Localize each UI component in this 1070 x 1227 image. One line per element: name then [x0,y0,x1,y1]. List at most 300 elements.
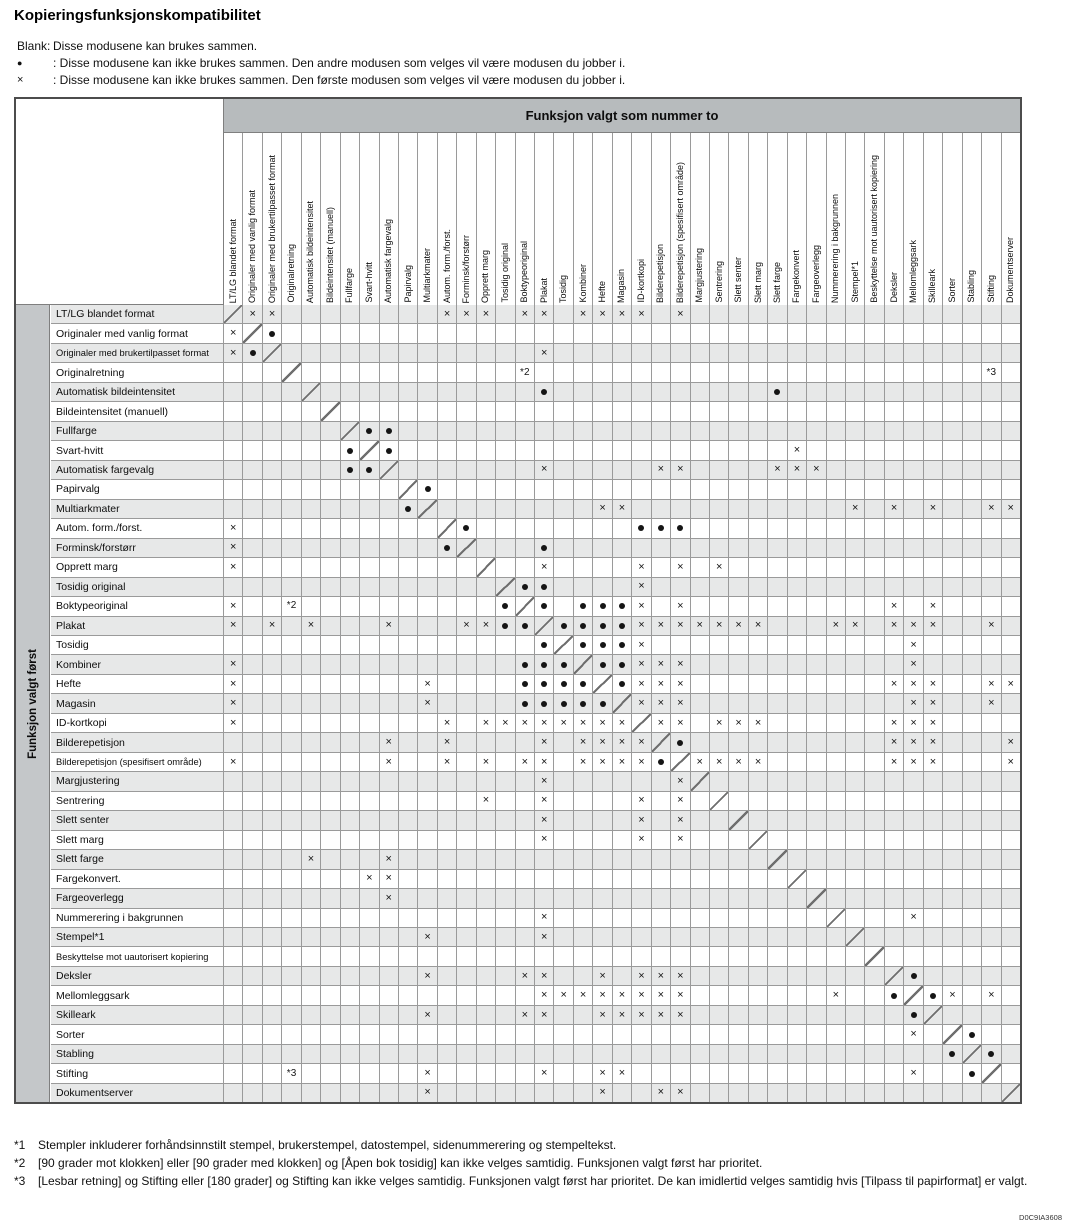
cell-r37-c25 [691,1006,710,1024]
cell-r33-c5 [302,928,321,946]
cell-r13-c34 [865,539,884,557]
cell-r18-c7 [341,636,360,654]
cell-r3-c32 [827,344,846,362]
cell-r34-c18 [554,947,573,965]
col-header-13 [457,133,476,305]
cell-r40-c26 [710,1064,729,1082]
cell-r22-c20 [593,714,612,732]
cell-r30-c26 [710,870,729,888]
cell-r19-c9 [380,655,399,673]
cell-r32-c26 [710,909,729,927]
cell-r19-c4 [282,655,301,673]
cell-r32-c7 [341,909,360,927]
cross-mark: × [541,794,548,807]
cell-r5-c17 [535,383,554,401]
cell-r21-c2 [243,694,262,712]
cell-r19-c27 [729,655,748,673]
cell-r13-c3 [263,539,282,557]
cell-r19-c29 [768,655,787,673]
cell-r40-c27 [729,1064,748,1082]
cell-r41-c7 [341,1084,360,1102]
cell-r7-c38 [943,422,962,440]
cell-r35-c2 [243,967,262,985]
cell-r10-c31 [807,480,826,498]
cell-r16-c7 [341,597,360,615]
cell-r39-c26 [710,1045,729,1063]
cell-r28-c12 [438,831,457,849]
cell-r38-c21 [613,1025,632,1043]
cell-r39-c3 [263,1045,282,1063]
cell-r6-c14 [477,402,496,420]
cell-r28-c38 [943,831,962,849]
cell-r37-c4 [282,1006,301,1024]
cell-r23-c30 [788,733,807,751]
cell-r2-c31 [807,324,826,342]
cell-r7-c11 [418,422,437,440]
cell-r36-c20 [593,986,612,1004]
footnote-text: Stempler inkluderer forhåndsinnstilt stempel, brukerstempel, datostempel, sidenummerering og stempeltekst. [38,1138,617,1152]
col-header-34 [865,133,884,305]
cell-r21-c32 [827,694,846,712]
row-label-10: Papirvalg [51,480,224,498]
cell-r17-c34 [865,617,884,635]
cell-r8-c40 [982,441,1001,459]
row-axis-title [16,305,50,1102]
cell-r27-c19 [574,811,593,829]
table-row [51,617,1020,636]
cell-r20-c32 [827,675,846,693]
cell-r25-c16 [516,772,535,790]
col-header-label: Svart-hvitt [363,262,374,303]
cell-r4-c34 [865,363,884,381]
cell-r34-c27 [729,947,748,965]
cell-r36-c4 [282,986,301,1004]
cell-r10-c4 [282,480,301,498]
cell-r5-c41 [1002,383,1020,401]
cell-r32-c13 [457,909,476,927]
cell-r22-c17 [535,714,554,732]
cell-r36-c19 [574,986,593,1004]
cell-r15-c17 [535,578,554,596]
cross-mark: × [366,872,373,885]
col-header-label: Bilderepetisjon (spesifisert område) [674,161,685,303]
cell-r3-c30 [788,344,807,362]
cell-r17-c27 [729,617,748,635]
table-row [51,811,1020,830]
dot-mark [969,1071,975,1077]
cell-r23-c24 [671,733,690,751]
dot-mark [522,701,528,707]
cell-r34-c38 [943,947,962,965]
cell-r37-c18 [554,1006,573,1024]
cell-r5-c18 [554,383,573,401]
cell-r10-c24 [671,480,690,498]
table-row [51,519,1020,538]
cell-r41-c1 [224,1084,243,1102]
cell-r41-c28 [749,1084,768,1102]
col-header-label: Papirvalg [402,265,413,303]
col-header-label: Margjustering [694,248,705,303]
cell-r21-c41 [1002,694,1020,712]
cell-r9-c8 [360,461,379,479]
cell-r5-c36 [904,383,923,401]
cell-r3-c26 [710,344,729,362]
cell-r14-c19 [574,558,593,576]
cell-r10-c1 [224,480,243,498]
cell-r17-c33 [846,617,865,635]
cell-r28-c14 [477,831,496,849]
cell-r15-c28 [749,578,768,596]
cross-mark: × [230,541,237,554]
cell-r19-c23 [652,655,671,673]
col-header-label: Stabling [966,270,977,303]
cell-r20-c38 [943,675,962,693]
cell-r18-c9 [380,636,399,654]
cell-r19-c1 [224,655,243,673]
cell-r11-c38 [943,500,962,518]
col-header-24 [671,133,690,305]
cell-r8-c8 [360,441,379,459]
cell-r32-c19 [574,909,593,927]
cell-r18-c37 [924,636,943,654]
cell-r33-c9 [380,928,399,946]
cell-r17-c1 [224,617,243,635]
cell-r17-c35 [885,617,904,635]
cell-r23-c7 [341,733,360,751]
cell-r21-c20 [593,694,612,712]
cell-r41-c11 [418,1084,437,1102]
cell-r41-c2 [243,1084,262,1102]
cell-r35-c34 [865,967,884,985]
dot-mark [463,525,469,531]
cell-r36-c33 [846,986,865,1004]
cell-r31-c24 [671,889,690,907]
cell-r27-c6 [321,811,340,829]
cross-mark: × [618,736,626,749]
cell-r31-c40 [982,889,1001,907]
cell-r20-c27 [729,675,748,693]
cross-mark: × [638,833,645,846]
cell-r23-c16 [516,733,535,751]
cell-r29-c35 [885,850,904,868]
footnote-mark: *2 [14,1156,26,1170]
cell-r20-c18 [554,675,573,693]
table-row [51,344,1020,363]
dot-mark [619,623,625,629]
dot-mark [386,428,392,434]
cell-r41-c15 [496,1084,515,1102]
cell-r19-c18 [554,655,573,673]
cell-r38-c33 [846,1025,865,1043]
cell-r1-c17 [535,305,554,323]
col-header-20 [593,133,612,305]
cell-r36-c9 [380,986,399,1004]
cell-r40-c5 [302,1064,321,1082]
cell-r35-c41 [1002,967,1020,985]
cross-mark: × [599,755,606,768]
cell-r5-c26 [710,383,729,401]
cell-r5-c20 [593,383,612,401]
cell-r6-c40 [982,402,1001,420]
row-label-30: Fargekonvert. [51,870,224,888]
cell-r15-c4 [282,578,301,596]
cell-r22-c4 [282,714,301,732]
cell-r7-c34 [865,422,884,440]
cell-r8-c23 [652,441,671,459]
cell-r2-c18 [554,324,573,342]
cell-r3-c22 [632,344,651,362]
cross-mark: × [579,755,587,768]
cell-r24-c36 [904,753,923,771]
cell-r34-c14 [477,947,496,965]
cross-mark: × [424,1008,431,1021]
cross-mark: × [560,989,567,1002]
cell-r1-c8 [360,305,379,323]
cell-r9-c39 [963,461,982,479]
cell-r21-c23 [652,694,671,712]
cell-r30-c13 [457,870,476,888]
cell-r20-c9 [380,675,399,693]
cell-r9-c38 [943,461,962,479]
table-row [51,441,1020,460]
dot-mark [522,681,528,687]
cell-r21-c30 [788,694,807,712]
cell-r13-c36 [904,539,923,557]
table-row [51,986,1020,1005]
col-header-18 [554,133,573,305]
cell-r18-c19 [574,636,593,654]
blank-symbol-label: Blank: [17,38,51,53]
cell-r26-c32 [827,792,846,810]
cell-r41-c14 [477,1084,496,1102]
cell-r2-c8 [360,324,379,342]
cell-r17-c18 [554,617,573,635]
col-header-label: Autom. form./forst. [441,228,452,303]
cell-r28-c32 [827,831,846,849]
cell-r41-c18 [554,1084,573,1102]
cell-r5-c25 [691,383,710,401]
cell-r29-c28 [749,850,768,868]
cell-r18-c35 [885,636,904,654]
cell-r4-c19 [574,363,593,381]
cell-r41-c36 [904,1084,923,1102]
cell-r40-c22 [632,1064,651,1082]
cell-r31-c5 [302,889,321,907]
cell-r20-c35 [885,675,904,693]
cell-r23-c6 [321,733,340,751]
cell-r12-c1 [224,519,243,537]
cell-r28-c27 [729,831,748,849]
dot-mark [658,525,664,531]
cell-r31-c3 [263,889,282,907]
dot-mark [911,1012,917,1018]
cell-r20-c34 [865,675,884,693]
dot-mark [677,525,683,531]
cell-r7-c21 [613,422,632,440]
cell-r16-c16 [516,597,535,615]
cell-r2-c4 [282,324,301,342]
cell-r3-c5 [302,344,321,362]
cell-r4-c16 [516,363,535,381]
cell-r25-c28 [749,772,768,790]
cell-r24-c35 [885,753,904,771]
cell-r24-c37 [924,753,943,771]
cell-r5-c21 [613,383,632,401]
cross-mark: × [988,989,995,1002]
cell-r2-c20 [593,324,612,342]
col-header-41 [1002,133,1020,305]
cell-r34-c22 [632,947,651,965]
cell-r28-c6 [321,831,340,849]
cross-mark: × [677,658,684,671]
cell-r41-c12 [438,1084,457,1102]
cell-r23-c28 [749,733,768,751]
cell-r16-c2 [243,597,262,615]
cell-r7-c33 [846,422,865,440]
cell-r19-c13 [457,655,476,673]
cell-r24-c22 [632,753,651,771]
cell-r33-c30 [788,928,807,946]
cell-r31-c36 [904,889,923,907]
cell-r28-c17 [535,831,554,849]
cell-r40-c29 [768,1064,787,1082]
cell-r35-c11 [418,967,437,985]
cross-mark: × [307,852,315,865]
cell-r32-c8 [360,909,379,927]
cell-r30-c11 [418,870,437,888]
cell-r25-c1 [224,772,243,790]
cross-mark: × [696,755,703,768]
dot-mark [600,603,606,609]
cell-r28-c16 [516,831,535,849]
cell-r14-c11 [418,558,437,576]
cell-r33-c10 [399,928,418,946]
cell-r33-c33 [846,928,865,946]
cell-r10-c40 [982,480,1001,498]
cell-r19-c3 [263,655,282,673]
cell-r41-c23 [652,1084,671,1102]
cell-r25-c20 [593,772,612,790]
cell-r40-c31 [807,1064,826,1082]
cell-r2-c14 [477,324,496,342]
cell-r26-c9 [380,792,399,810]
cell-r34-c26 [710,947,729,965]
cell-r27-c39 [963,811,982,829]
cell-r37-c12 [438,1006,457,1024]
dot-mark [600,701,606,707]
cross-mark: × [677,307,684,320]
cell-r39-c40 [982,1045,1001,1063]
cross-mark: × [521,755,528,768]
cell-r6-c33 [846,402,865,420]
cell-r15-c7 [341,578,360,596]
cell-r32-c30 [788,909,807,927]
cross-mark: × [638,560,645,573]
cell-r37-c6 [321,1006,340,1024]
cell-r10-c37 [924,480,943,498]
dot-mark [619,603,625,609]
cross-mark: × [268,619,276,632]
cell-r28-c20 [593,831,612,849]
cell-r37-c27 [729,1006,748,1024]
cell-r4-c2 [243,363,262,381]
cell-r23-c5 [302,733,321,751]
cell-r35-c10 [399,967,418,985]
cell-r23-c19 [574,733,593,751]
cross-mark: × [541,346,548,359]
cell-r28-c19 [574,831,593,849]
cell-r6-c23 [652,402,671,420]
cell-r13-c25 [691,539,710,557]
cell-r23-c31 [807,733,826,751]
cell-r38-c24 [671,1025,690,1043]
cell-r31-c30 [788,889,807,907]
cell-r32-c14 [477,909,496,927]
cell-r16-c19 [574,597,593,615]
cell-r31-c25 [691,889,710,907]
cell-r30-c22 [632,870,651,888]
col-header-38 [943,133,962,305]
cell-r1-c38 [943,305,962,323]
cell-r39-c39 [963,1045,982,1063]
legend-row [14,71,625,88]
cross-mark: × [910,697,917,710]
cell-r3-c17 [535,344,554,362]
cell-r39-c35 [885,1045,904,1063]
cell-r35-c17 [535,967,554,985]
cell-r13-c4 [282,539,301,557]
cross-mark: × [638,813,645,826]
cell-r13-c28 [749,539,768,557]
dot-mark [502,603,508,609]
cross-mark: × [638,638,645,651]
cell-r2-c32 [827,324,846,342]
cell-r6-c34 [865,402,884,420]
cell-r14-c1 [224,558,243,576]
cell-r9-c28 [749,461,768,479]
cell-r35-c4 [282,967,301,985]
cell-r6-c22 [632,402,651,420]
cell-r27-c26 [710,811,729,829]
cross-mark: × [541,463,548,476]
col-header-label: Fargekonvert [791,249,802,303]
cell-r16-c41 [1002,597,1020,615]
cell-r40-c37 [924,1064,943,1082]
cell-r26-c36 [904,792,923,810]
cell-r17-c15 [496,617,515,635]
cell-r34-c34 [865,947,884,965]
cell-r29-c19 [574,850,593,868]
cell-r11-c40 [982,500,1001,518]
cell-r6-c8 [360,402,379,420]
cell-r37-c3 [263,1006,282,1024]
cell-r24-c20 [593,753,612,771]
cell-r6-c18 [554,402,573,420]
cell-r31-c35 [885,889,904,907]
cell-r29-c21 [613,850,632,868]
cell-r28-c36 [904,831,923,849]
cell-r18-c26 [710,636,729,654]
cell-r26-c21 [613,792,632,810]
cell-r34-c30 [788,947,807,965]
cell-r37-c20 [593,1006,612,1024]
cell-r3-c34 [865,344,884,362]
cell-r11-c25 [691,500,710,518]
cell-r31-c39 [963,889,982,907]
cell-r14-c28 [749,558,768,576]
cell-r36-c21 [613,986,632,1004]
cell-r23-c22 [632,733,651,751]
